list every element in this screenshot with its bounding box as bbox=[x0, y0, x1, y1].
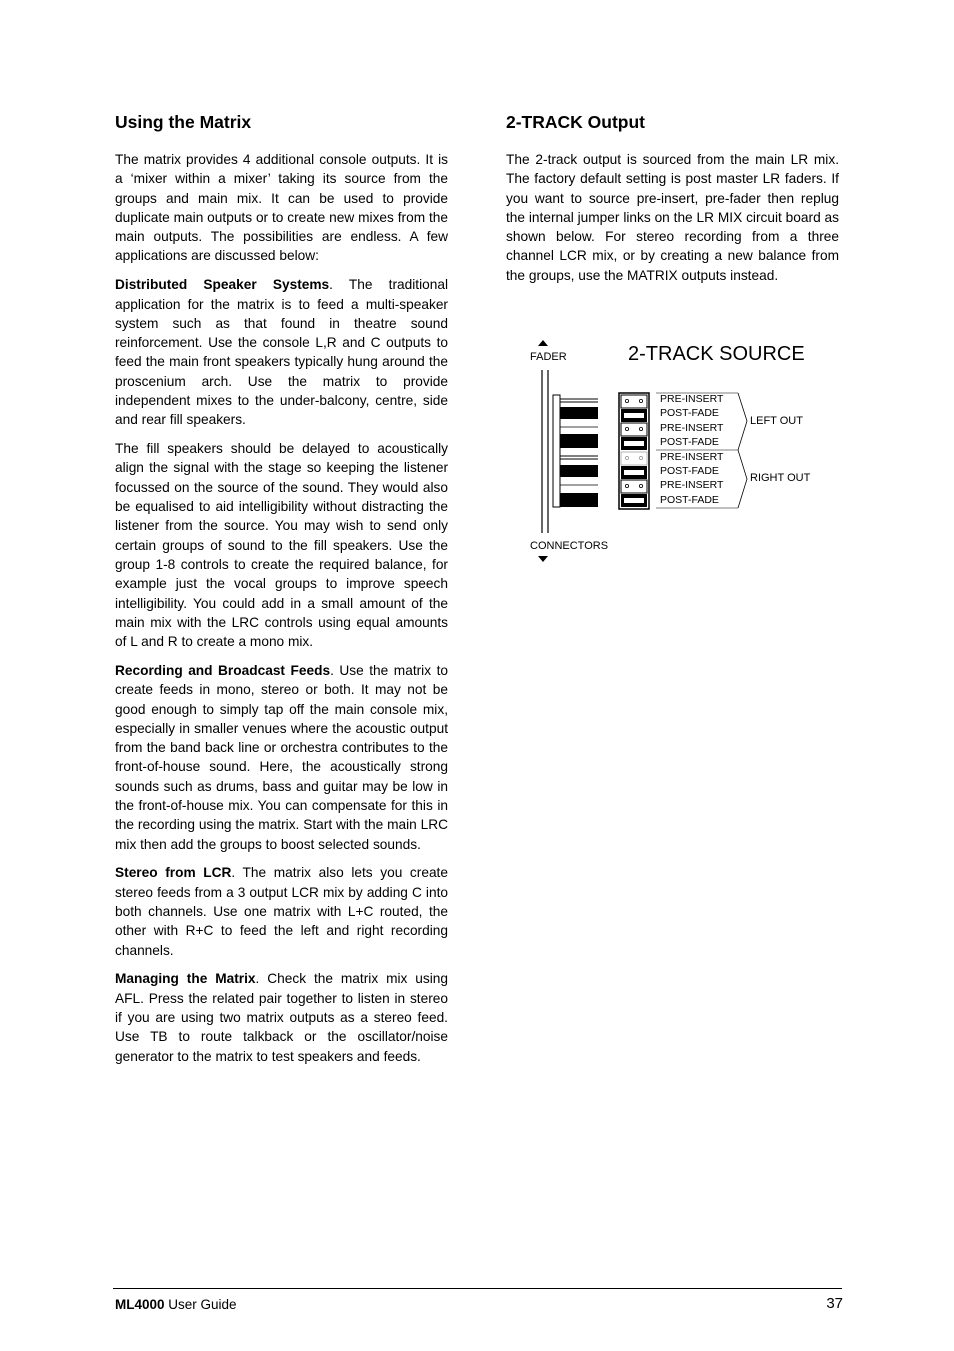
jumper-label: PRE-INSERT bbox=[660, 479, 724, 491]
section-heading-using-matrix: Using the Matrix bbox=[115, 112, 252, 132]
guide-label: User Guide bbox=[164, 1297, 237, 1312]
down-arrow-icon bbox=[538, 556, 548, 562]
jumper-label: PRE-INSERT bbox=[660, 393, 724, 405]
page-number: 37 bbox=[826, 1295, 843, 1312]
paragraph-body: . The matrix also lets you create stereo feeds from a 3 output LCR mix by adding C into both channels. Use one matrix with L+C routed, the other with R+C to feed the left and right recording channels. bbox=[115, 865, 448, 958]
connector-blocks bbox=[560, 399, 598, 507]
run-in-title: Recording and Broadcast Feeds bbox=[115, 662, 331, 678]
jumper-label: POST-FADE bbox=[660, 494, 719, 506]
up-arrow-icon bbox=[538, 340, 548, 346]
paragraph-managing-matrix bbox=[115, 969, 448, 1065]
jumper-label: POST-FADE bbox=[660, 407, 719, 419]
right-out-label: RIGHT OUT bbox=[750, 472, 811, 484]
jumper-label: PRE-INSERT bbox=[660, 422, 724, 434]
paragraph-body: . The traditional application for the matrix is to feed a multi-speaker system such as that found in theatre sound reinforcement. Use the console L,R and C outputs to feed the main front speakers typically hung around the proscenium arch. Use the matrix to provide independent mixes to the under-balcony, centre, side and rear fill speakers. bbox=[115, 277, 448, 428]
paragraph-body: . Check the matrix mix using AFL. Press the related pair together to listen in stereo if you are using two matrix outputs as a stereo feed. Use TB to route talkback or the oscillator/noise generator to the matrix to test speakers and feeds. bbox=[115, 971, 448, 1064]
run-in-title: Stereo from LCR bbox=[115, 865, 232, 881]
product-name: ML4000 bbox=[115, 1297, 165, 1312]
paragraph-distributed-speaker bbox=[115, 275, 448, 429]
jumper-label: POST-FADE bbox=[660, 465, 719, 477]
run-in-title: Managing the Matrix bbox=[115, 971, 256, 987]
footer-rule bbox=[113, 1288, 842, 1289]
jumper-diagram bbox=[522, 335, 822, 570]
section-heading-2track-output: 2-TRACK Output bbox=[506, 112, 646, 132]
paragraph-fill-speakers: The fill speakers should be delayed to acoustically align the signal with the stage so keeping the listener focussed on the source of the sound. They would also be equalised to aid intelligibility without distracting the listener from the source. You may wish to send only certain groups of sound to the fill speakers. Use the group 1-8 controls to create the required balance, for example just the vocal groups to improve speech intelligibility. You could add in a small amount of the main mix with the LRC controls using equal amounts of L and R to create a mono mix. bbox=[115, 441, 448, 650]
jumper-label: PRE-INSERT bbox=[660, 451, 724, 463]
paragraph-stereo-lcr bbox=[115, 863, 448, 959]
intro-paragraph: The matrix provides 4 additional console outputs. It is a ‘mixer within a mixer’ taking its source from the groups and main mix. It can be used to provide duplicate main outputs or to create new mixes from the main outputs. The possibilities are endless. A few applications are discussed below: bbox=[115, 152, 448, 264]
right-column bbox=[506, 108, 839, 295]
intro-paragraph: The 2-track output is sourced from the main LR mix. The factory default setting is post master LR faders. If you want to source pre-insert, pre-fader then replug the internal jumper links on the LR MIX circuit board as shown below. For stereo recording from a three channel LCR mix, or by creating a new balance from the groups, use the MATRIX outputs instead. bbox=[506, 152, 839, 283]
paragraph-recording-broadcast bbox=[115, 661, 448, 854]
run-in-title: Distributed Speaker Systems bbox=[115, 277, 330, 293]
paragraph-body: . Use the matrix to create feeds in mono, stereo or both. It may not be good enough to simply tap off the main console mix, especially in smaller venues where the acoustic output from the band back line or orchestra contributes to the front-of-house sound. Here, the acoustically strong sounds such as drums, bass and guitar may be low in the front-of-house mix. You can compensate for this in the recording using the matrix. Start with the main LRC mix then add the groups to boost selected sounds. bbox=[115, 662, 448, 852]
fader-label: FADER bbox=[530, 351, 567, 363]
connectors-label: CONNECTORS bbox=[530, 540, 609, 552]
left-out-label: LEFT OUT bbox=[750, 415, 803, 427]
jumper-positions bbox=[621, 395, 647, 507]
footer-title bbox=[115, 1297, 237, 1312]
left-column bbox=[115, 108, 448, 1075]
jumper-label: POST-FADE bbox=[660, 436, 719, 448]
diagram-title: 2-TRACK SOURCE bbox=[628, 343, 805, 365]
